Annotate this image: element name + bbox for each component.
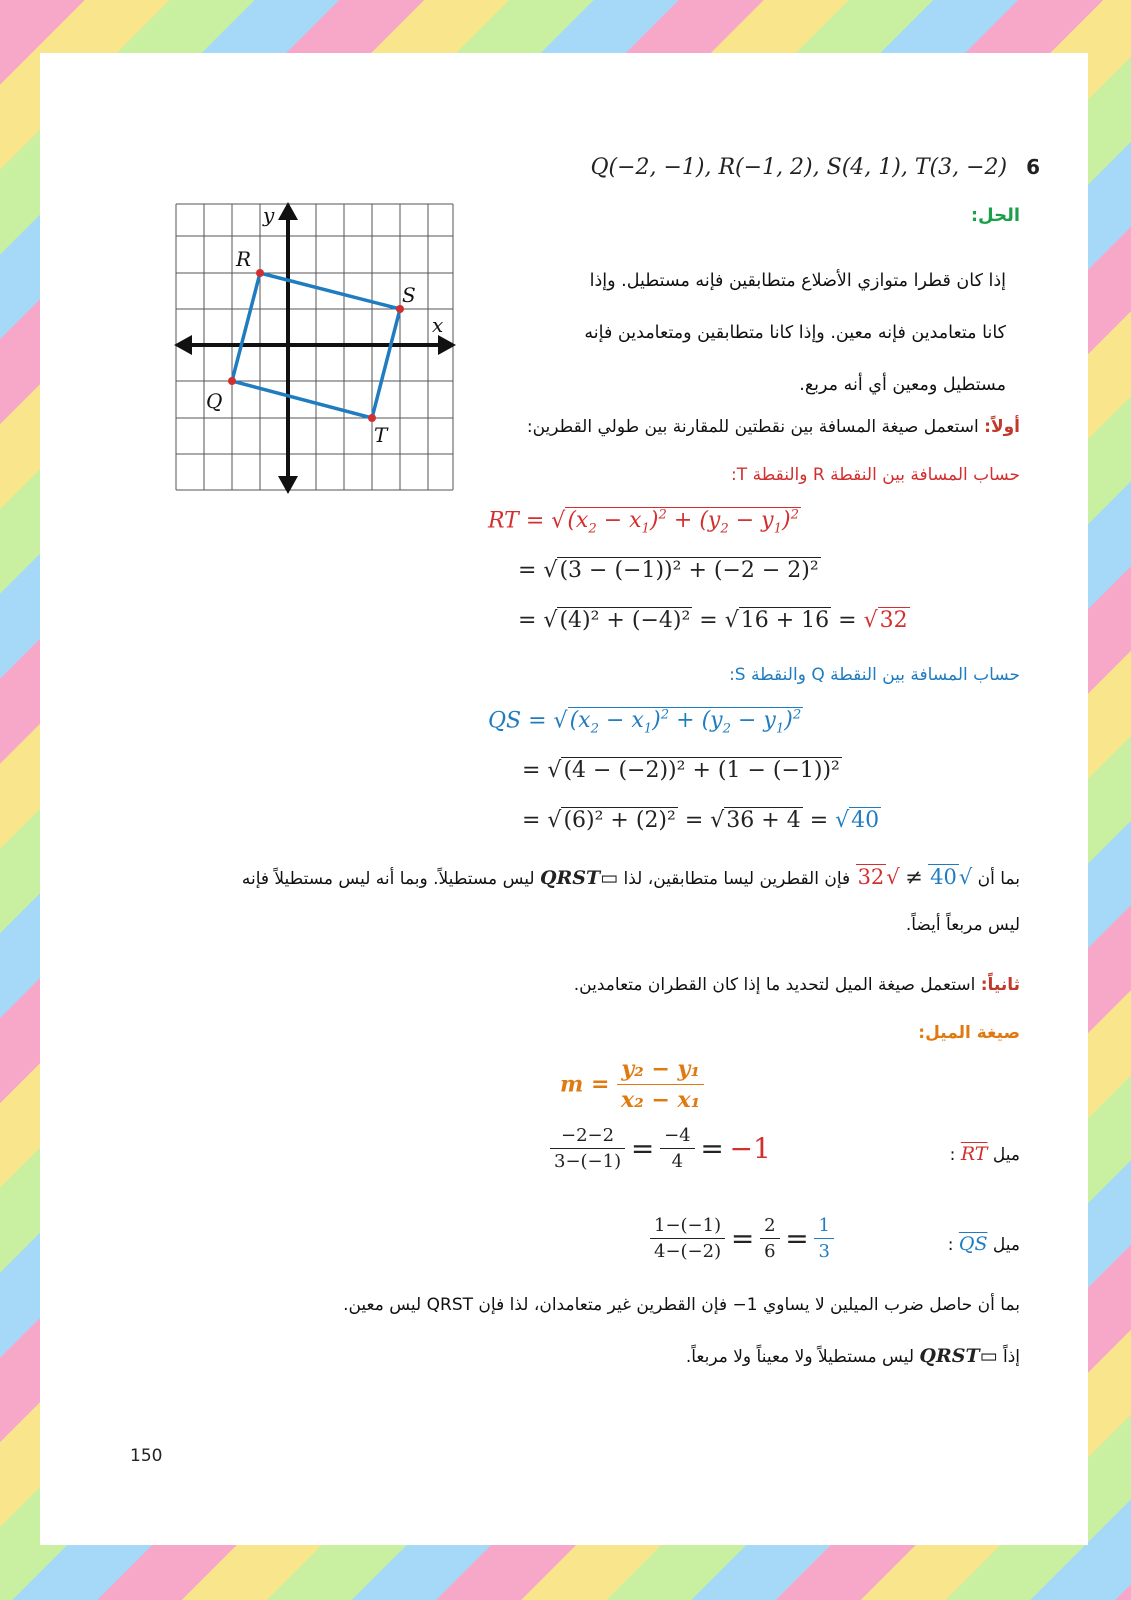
qs-slope-seg: QS (958, 1233, 988, 1255)
solution-heading: الحل: (970, 205, 1020, 226)
final-post: ليس مستطيلاً ولا معيناً ولا مربعاً. (685, 1347, 914, 1367)
rt-line2-expr: (3 − (−1))² + (−2 − 2)² (559, 558, 819, 583)
conclusion1-pre: بما أن (977, 869, 1020, 889)
qs-slope-den1: 4−(−2) (654, 1241, 722, 1262)
qs-slope-num3: 1 (814, 1215, 833, 1239)
x-axis-arrow-left (174, 335, 192, 355)
problem-number: 6 (1026, 155, 1040, 179)
qs-name: QS (488, 708, 522, 734)
slope-formula-num: y₂ − y₁ (617, 1056, 704, 1085)
qs-slope-calc: $\frac{1-(-1)}{4-(-2)}$ = $\frac{2}{6}$ = $\frac{1}{3}$ (650, 1215, 834, 1262)
rt-slope-num2: −4 (660, 1125, 695, 1149)
second-text: استعمل صيغة الميل لتحديد ما إذا كان القطران متعامدين. (573, 975, 976, 995)
rt-slope-label-text: ميل (992, 1145, 1020, 1165)
rt-formula-line2: = √(3 − (−1))² + (−2 − 2)² (518, 558, 819, 583)
rt-formula-line1: RT = $√(x_2 - x_1)^2 + (y_2 - y_1)^2$ (488, 508, 799, 537)
qs-slope-num1: 1−(−1) (650, 1215, 725, 1239)
second-step (420, 975, 1020, 995)
rt-line3-a: (4)² + (−4)² (559, 608, 691, 633)
first-text: استعمل صيغة المسافة بين نقطتين للمقارنة بين طولي القطرين: (526, 417, 979, 437)
slope-heading: صيغة الميل: (918, 1023, 1020, 1043)
rt-line3-b: 16 + 16 (740, 608, 830, 633)
conclusion-1: بما أن √40 ≠ √32 فإن القطرين ليسا متطابقين، لذا ▭QRST ليس مستطيلاً. وبما أنه ليس مستطيلاً فإنه (241, 865, 1020, 889)
rt-slope-result: −1 (729, 1132, 771, 1165)
page (40, 53, 1088, 1545)
rt-formula-line3: = √(4)² + (−4)² = √16 + 16 = √32 (518, 608, 908, 633)
conclusion1-post: ليس مستطيلاً. وبما أنه ليس مستطيلاً فإنه (241, 869, 535, 889)
rt-heading: حساب المسافة بين النقطة R والنقطة T: (731, 465, 1020, 485)
final-shape: ▭QRST (919, 1345, 998, 1367)
qs-heading: حساب المسافة بين النقطة Q والنقطة S: (729, 665, 1020, 685)
qs-line2-expr: (4 − (−2))² + (1 − (−1))² (563, 758, 840, 783)
rt-slope-den2: 4 (671, 1151, 684, 1172)
qs-result: 40 (851, 808, 880, 833)
final-pre: إذاً (1002, 1347, 1020, 1367)
qs-slope-den2: 6 (764, 1241, 776, 1262)
rt-name: RT (488, 508, 519, 534)
qs-line3-b: 36 + 4 (726, 808, 801, 833)
y-axis-label: y (263, 203, 275, 227)
slope-formula-lhs: m = (560, 1071, 610, 1098)
point-r (256, 269, 264, 277)
conclusion1-sqrt40: 40 (930, 865, 957, 889)
point-q (228, 377, 236, 385)
label-t: T (374, 423, 388, 447)
rt-slope-seg: RT (960, 1143, 988, 1165)
qs-slope-label-text: ميل (992, 1235, 1020, 1255)
rt-result: 32 (879, 608, 908, 633)
x-axis-label: x (432, 313, 444, 337)
rt-slope-den1: 3−(−1) (554, 1151, 622, 1172)
qs-line3-a: (6)² + (2)² (563, 808, 676, 833)
qs-slope-num2: 2 (760, 1215, 779, 1239)
conclusion-1-line2: ليس مربعاً أيضاً. (905, 915, 1020, 935)
problem-coordinates: Q(−2, −1), R(−1, 2), S(4, 1), T(3, −2) (590, 155, 1008, 180)
conclusion-2: بما أن حاصل ضرب الميلين لا يساوي 1− فإن القطرين غير متعامدان، لذا فإن QRST ليس معين. (343, 1295, 1020, 1315)
problem-statement (570, 155, 1040, 180)
qs-slope-den3: 3 (818, 1241, 830, 1262)
rt-slope-label: ميل RT : (949, 1143, 1020, 1165)
final-conclusion (686, 1345, 1020, 1367)
first-label: أولاً: (984, 417, 1020, 437)
intro-line-2: كانا متعامدين فإنه معين. وإذا كانا متطابقين ومتعامدين فإنه (584, 323, 1006, 343)
label-s: S (402, 283, 416, 307)
intro-line-3: مستطيل ومعين أي أنه مربع. (799, 375, 1006, 395)
first-step (420, 417, 1020, 437)
point-t (368, 414, 376, 422)
label-r: R (236, 247, 252, 271)
label-q: Q (206, 389, 223, 413)
intro-line-1: إذا كان قطرا متوازي الأضلاع متطابقين فإنه مستطيل. وإذا (589, 271, 1006, 291)
slope-formula (560, 1056, 704, 1113)
coordinate-graph (170, 198, 460, 498)
rt-slope-calc: $\frac{-2-2}{3-(-1)}$ = $\frac{-4}{4}$ = −1 (550, 1125, 771, 1172)
conclusion1-sqrt32: 32 (857, 865, 885, 889)
second-label: ثانياً: (980, 975, 1020, 995)
qs-formula-line3: = √(6)² + (2)² = √36 + 4 = √40 (522, 808, 880, 833)
y-axis-arrow-up (278, 202, 298, 220)
qs-formula-line1: QS = $√(x_2 - x_1)^2 + (y_2 - y_1)^2$ (488, 708, 802, 737)
conclusion1-shape: ▭QRST (539, 867, 619, 889)
y-axis-arrow-down (278, 476, 298, 494)
slope-formula-den: x₂ − x₁ (621, 1087, 701, 1113)
rt-slope-num1: −2−2 (550, 1125, 625, 1149)
conclusion1-mid: فإن القطرين ليسا متطابقين، لذا (623, 869, 851, 889)
intro-paragraph (506, 255, 1006, 411)
page-number: 150 (130, 1446, 163, 1466)
qs-formula-line2: = √(4 − (−2))² + (1 − (−1))² (522, 758, 840, 783)
qs-slope-label: ميل QS : (947, 1233, 1020, 1255)
